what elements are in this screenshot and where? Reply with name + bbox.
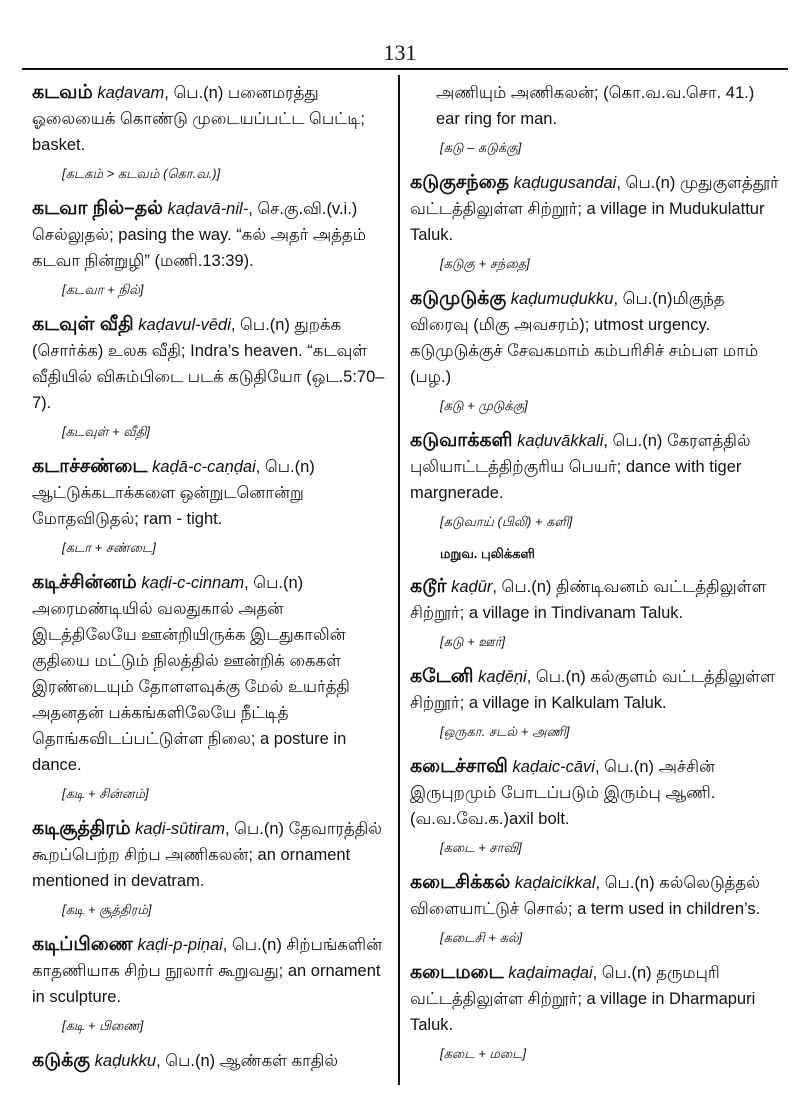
entry-body <box>32 932 387 1010</box>
entry-body <box>32 196 387 274</box>
entry-etymology: [கடுவாய் (பிலி) + களி] <box>440 514 573 529</box>
entry-definition: , பெ.(n) கல்குளம் வட்டத்திலுள்ள சிற்றூர்; a village in Kalkulam Taluk. <box>410 668 776 712</box>
entry-transliteration: kaḍumuḍukku <box>510 290 614 308</box>
entry-etymology: [கடவா + நில்] <box>62 282 144 297</box>
entry-body <box>410 870 782 922</box>
entry-body <box>32 816 387 894</box>
entry-definition: , பெ.(n) கல்லெடுத்தல் விளையாட்டுச் சொல்; a term used in children’s. <box>410 874 761 918</box>
entry-body <box>32 454 387 532</box>
entry-transliteration: kaḍugusandai <box>513 174 617 192</box>
entry-transliteration: kaḍavā-nil- <box>167 200 249 218</box>
entry-definition: , பெ.(n) ஆண்கள் காதில் <box>156 1052 339 1070</box>
entry-transliteration: kaḍuvākkali <box>517 432 604 450</box>
dictionary-entry <box>410 664 782 742</box>
entry-definition: , பெ.(n) தருமபுரி வட்டத்திலுள்ள சிற்றூர்; a village in Dharmapuri Taluk. <box>410 964 756 1034</box>
continued-entry <box>410 80 782 158</box>
entry-body <box>410 428 782 506</box>
entry-headword: கடவா நில்–தல் <box>32 198 163 219</box>
entry-transliteration: kaḍaicikkal <box>514 874 596 892</box>
dictionary-entry <box>32 816 387 920</box>
entry-body <box>410 960 782 1038</box>
entry-transliteration: kaḍi-c-cinnam <box>141 574 245 592</box>
entry-definition: , செ.கு.வி.(v.i.) செல்லுதல்; pasing the way. “கல் அதர் அத்தம் கடவா நின்றுழி” (மணி.13:39). <box>32 200 367 270</box>
entry-transliteration: kaḍi-sūtiram <box>135 820 225 838</box>
entry-transliteration: kaḍaimaḍai <box>508 964 593 982</box>
entry-variant-note: மறுவ. புலிக்களி <box>440 546 535 561</box>
right-column <box>410 80 782 1076</box>
entry-headword: கடைமடை <box>410 962 504 983</box>
entry-headword: கடாச்சண்டை <box>32 456 148 477</box>
dictionary-entry <box>410 960 782 1064</box>
dictionary-entry <box>410 428 782 564</box>
entry-transliteration: kaḍavul-vēdi <box>138 316 231 334</box>
entry-transliteration: kaḍūr <box>451 578 493 596</box>
entry-definition: , பெ.(n)மிகுந்த விரைவு (மிகு அவசரம்); utmost urgency. கடுமுடுக்குச் சேவகமாம் கம்பரிசிச் சம்பள மாம் (பழ.) <box>410 290 759 386</box>
entry-headword: கடிசூத்திரம் <box>32 818 131 839</box>
dictionary-entry <box>32 570 387 804</box>
entry-etymology: [கடு + முடுக்கு] <box>440 398 528 413</box>
entry-etymology: [கடை + மடை] <box>440 1046 527 1061</box>
entry-body <box>410 754 782 832</box>
entry-body <box>32 570 387 778</box>
dictionary-entry <box>410 870 782 948</box>
dictionary-entry <box>410 574 782 652</box>
entry-definition: , பெ.(n) துறக்க (சொர்க்க) உலக வீதி; Indra’s heaven. “கடவுள் வீதியில் விசும்பிடை படக் கடுதியோ (ஒட.5:70–7). <box>32 316 385 412</box>
dictionary-entry <box>32 80 387 184</box>
entry-body <box>32 1048 387 1074</box>
entry-etymology: [கடி + சின்னம்] <box>62 786 149 801</box>
dictionary-entry <box>410 754 782 858</box>
entry-headword: கடவம் <box>32 82 93 103</box>
entry-definition: , பெ.(n) முதுகுளத்தூர் வட்டத்திலுள்ள சிற்றூர்; a village in Mudukulattur Taluk. <box>410 174 779 244</box>
page-number: 131 <box>383 40 417 65</box>
entry-etymology: [கடி + சூத்திரம்] <box>62 902 152 917</box>
dictionary-entry <box>32 454 387 558</box>
entry-headword: கடவுள் வீதி <box>32 314 134 335</box>
entry-etymology: [கடைசி + கல்] <box>440 930 523 945</box>
entry-body <box>32 80 387 158</box>
entry-definition: , பெ.(n) பனைமரத்து ஓலையைக் கொண்டு முடையப்பட்ட பெட்டி; basket. <box>32 84 365 154</box>
entry-definition: , பெ.(n) தேவாரத்தில் கூறப்பெற்ற சிற்ப அணிகலன்; an ornament mentioned in devatram. <box>32 820 382 890</box>
entry-headword: கடிப்பிணை <box>32 934 133 955</box>
entry-headword: கடூர் <box>410 576 447 597</box>
column-divider <box>398 75 400 1085</box>
entry-definition: , பெ.(n) ஆட்டுக்கடாக்களை ஒன்றுடனொன்று மோதவிடுதல்; ram - tight. <box>32 458 315 528</box>
entry-headword: கடுமுடுக்கு <box>410 288 507 309</box>
entry-body <box>410 664 782 716</box>
entry-transliteration: kaḍēṇi <box>478 668 527 686</box>
continued-entry-etymology: [கடு – கடுக்கு] <box>440 140 522 155</box>
continued-entry-text: அணியும் அணிகலன்; (கொ.வ.வ.சொ. 41.) ear ring for man. <box>436 84 755 128</box>
entry-transliteration: kaḍi-p-piṇai <box>137 936 223 954</box>
entry-etymology: [கடி + பிணை] <box>62 1018 144 1033</box>
left-column <box>32 80 387 1074</box>
entry-etymology: [கடவுள் + வீதி] <box>62 424 150 439</box>
entry-headword: கடுகுசந்தை <box>410 172 509 193</box>
entry-definition: , பெ.(n) திண்டிவனம் வட்டத்திலுள்ள சிற்றூர்; a village in Tindivanam Taluk. <box>410 578 767 622</box>
header-rule <box>22 68 788 70</box>
entry-etymology: [கடகம் > கடவம் (கொ.வ.)] <box>62 166 221 181</box>
entry-etymology: [ஒருகா. சடல் + அணி] <box>440 724 570 739</box>
entry-headword: கடுவாக்களி <box>410 430 513 451</box>
entry-headword: கடிச்சின்னம் <box>32 572 137 593</box>
entry-etymology: [கடா + சண்டை] <box>62 540 156 555</box>
entry-transliteration: kaḍavam <box>97 84 165 102</box>
dictionary-entry <box>410 286 782 416</box>
entry-transliteration: kaḍā-c-caṇḍai <box>152 458 256 476</box>
entry-transliteration: kaḍaic-cāvi <box>512 758 595 776</box>
dictionary-entry <box>410 170 782 274</box>
dictionary-entry <box>32 932 387 1036</box>
dictionary-entry <box>32 312 387 442</box>
entry-definition: , பெ.(n) அச்சின் இருபுறமும் போடப்படும் இரும்பு ஆணி. (வ.வ.வே.க.)axil bolt. <box>410 758 716 828</box>
dictionary-entry <box>32 1048 387 1074</box>
entry-headword: கடேனி <box>410 666 474 687</box>
entry-etymology: [கடை + சாவி] <box>440 840 522 855</box>
entry-transliteration: kaḍukku <box>94 1052 157 1070</box>
entry-body <box>410 170 782 248</box>
dictionary-entry <box>32 196 387 300</box>
entry-definition: , பெ.(n) கேரளத்தில் புலியாட்டத்திற்குரிய பெயர்; dance with tiger margnerade. <box>410 432 751 502</box>
entry-definition: , பெ.(n) அரைமண்டியில் வலதுகால் அதன் இடத்திலேயே ஊன்றியிருக்க இடதுகாலின் குதியை மட்டும் நிலத்தில் ஊன்றிக் கைகள் இரண்டையும் தோளளவுக்கு மேல் உயர்த்தி அதனதன் பக்கங்களிலேயே நீட்டித் தொங்கவிடப்பட்டுள்ள நிலை; a posture in dance. <box>32 574 350 774</box>
entry-definition: , பெ.(n) சிற்பங்களின் காதணியாக சிற்ப நூலார் கூறுவது; an ornament in sculpture. <box>32 936 383 1006</box>
entry-etymology: [கடுகு + சந்தை] <box>440 256 530 271</box>
entry-headword: கடுக்கு <box>32 1050 91 1071</box>
entry-headword: கடைசிக்கல் <box>410 872 511 893</box>
entry-body <box>410 574 782 626</box>
entry-headword: கடைச்சாவி <box>410 756 508 777</box>
entry-etymology: [கடு + ஊர்] <box>440 634 506 649</box>
entry-body <box>410 286 782 390</box>
entry-body <box>32 312 387 416</box>
